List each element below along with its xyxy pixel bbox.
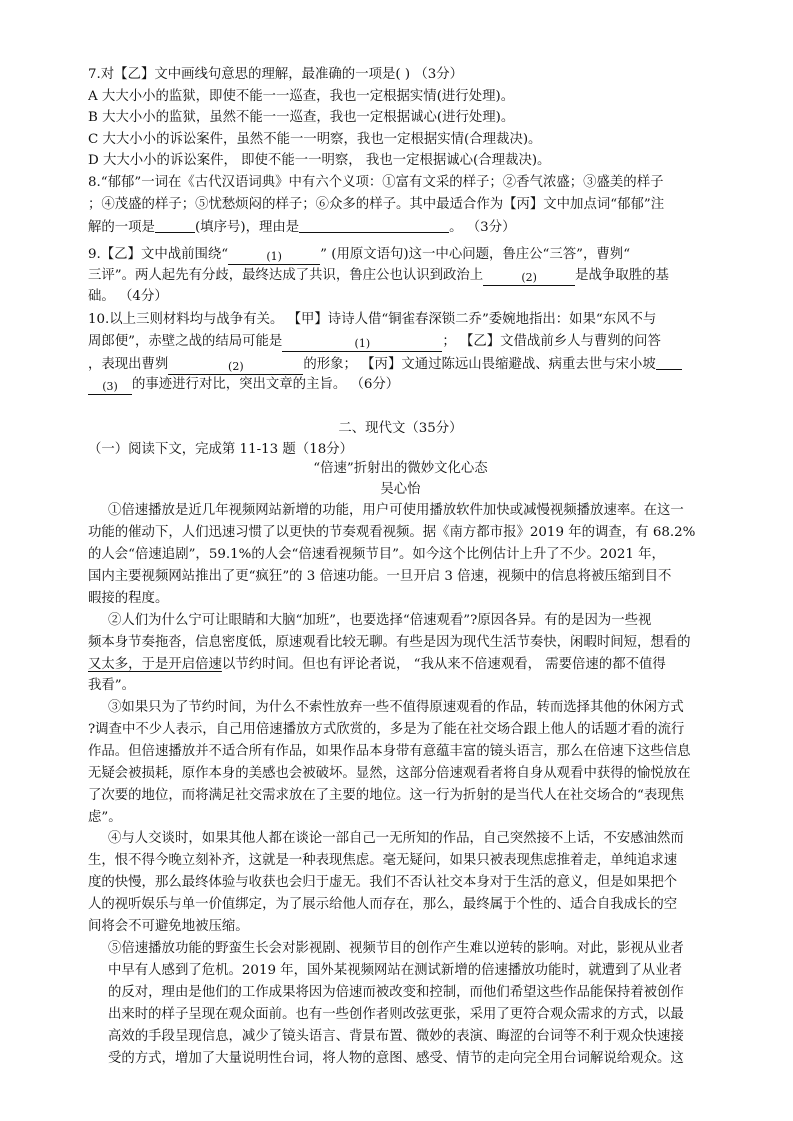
q10-line-3: ，表现出曹刿 (2) 的形象； 【丙】文通过陈远山畏缩避战、病重去世与宋小坡 [88,355,713,375]
q9-line-1: 9.【乙】文中战前围绕“ (1) ” (用原文语句)这一中心问题，鲁庄公“三答”，曹刿“ [88,247,631,263]
p5-line-5: 高效的手段呈现信息，减少了镜头语言、背景布置、微妙的表演、晦涩的台词等不利于观众快速接 [108,1029,684,1044]
p1-line-2: 功能的催动下，人们迅速习惯了以更快的节奏观看视频。据《南方都市报》2019 年的调查，有 68.2% [88,525,696,540]
q7-option-b: B 大大小小的监狱，虽然不能一一巡查，我也一定根据诚心(进行处理)。 [88,110,515,125]
section-subtitle: （一）阅读下文，完成第 11-13 题（18分） [88,442,354,457]
section-title: 二、现代文（35分） [338,421,463,436]
p1-line-4: 国内主要视频网站推出了更“疯狂”的 3 倍速功能。一旦开启 3 倍速，视频中的信息将被压缩到目不 [88,569,672,584]
article-author: 吴心怡 [380,482,421,497]
q9-blank-2: (2) [483,271,575,286]
q9-line-2: 三评”。两人起先有分歧，最终达成了共识，鲁庄公也认识到政治上 (2) 是战争取胜的基 [88,268,669,284]
q8-line-2: ；④茂盛的样子；⑤忧愁烦闷的样子；⑥众多的样子。其中最适合作为【丙】文中加点词“郁郁”注 [88,197,665,212]
underlined-sentence: 又太多，于是开启倍速 [88,657,222,672]
p3-line-5: 了次要的地位，而将满足社交需求放在了主要的地位。这一行为折射的是当代人在社交场合的“表现焦 [88,788,685,803]
q7-stem: 7.对【乙】文中画线句意思的理解，最准确的一项是( ) （3分） [88,67,464,82]
p1-line-5: 暇接的程度。 [88,591,169,606]
q7-option-a: A 大大小小的监狱，即使不能一一巡查，我也一定根据实情(进行处理)。 [88,89,515,104]
q10-blank-2: (2) [168,360,303,375]
p5-line-2: 中早有人感到了危机。2019 年，国外某视频网站在测试新增的倍速播放功能时，就遭到了从业者 [108,963,682,978]
q8-line-1: 8.“郁郁”一词在《古代汉语词典》中有六个义项：①富有文采的样子；②香气浓盛；③盛美的样子 [88,175,664,190]
p4-line-4: 人的视听娱乐与单一价值绑定，为了展示给他人而存在，那么，最终属于个性的、适合自我成长的空 [88,897,678,912]
p5-line-1: ⑤倍速播放功能的野蛮生长会对影视剧、视频节目的创作产生难以逆转的影响。对此，影视从业者 [108,941,684,956]
p2-line-2: 频本身节奏拖沓，信息密度低，原速观看比较无聊。有些是因为现代生活节奏快，闲暇时间短，想看的 [88,635,691,650]
p3-line-1: ③如果只为了节约时间，为什么不索性放弃一些不值得原速观看的作品，转而选择其他的休闲方式 [108,700,684,715]
p3-line-4: 无疑会被损耗，原作本身的美感也会被破坏。显然，这部分倍速观看者将自身从观看中获得的愉悦放在 [88,766,691,781]
p1-line-3: 的人会“倍速追剧”，59.1%的人会“倍速看视频节目”。如今这个比例估计上升了不少。2021 年， [88,547,665,562]
p2-line-1: ②人们为什么宁可让眼睛和大脑“加班”，也要选择“倍速观看”?原因各异。有的是因为一些视 [108,613,652,628]
q10-blank-3-start [656,355,682,370]
p3-line-3: 作品。但倍速播放并不适合所有作品，如果作品本身带有意蕴丰富的镜头语言，那么在倍速下这些信息 [88,744,691,759]
q7-option-c: C 大大小小的诉讼案件，虽然不能一一明察，我也一定根据实情(合理裁决)。 [88,132,542,147]
p5-line-6: 受的方式，增加了大量说明性台词，将人物的意图、感受、情节的走向完全用台词解说给观众。这 [108,1051,684,1066]
q9-blank-1: (1) [228,250,320,265]
article-title: “倍速”折射出的微妙文化心态 [313,461,488,476]
p2-line-4: 我看”。 [88,678,136,693]
p4-line-1: ④与人交谈时，如果其他人都在谈论一部自己一无所知的作品，自己突然接不上话，不安感油然而 [108,831,684,846]
q9-line-3: 础。 （4分） [88,289,168,304]
q10-blank-3: (3) [88,380,132,395]
p2-line-3: 又太多，于是开启倍速以节约时间。但也有评论者说， “我从来不倍速观看， 需要倍速的都不值得 [88,657,666,672]
q10-blank-1: (1) [282,337,442,352]
q10-line-1: 10.以上三则材料均与战争有关。 【甲】诗诗人借“铜雀春深锁二乔”委婉地指出：如果“东风不与 [88,312,657,327]
q7-option-d: D 大大小小的诉讼案件， 即使不能一一明察， 我也一定根据诚心(合理裁决)。 [88,153,551,168]
p4-line-3: 度的快慢，那么最终体验与收获也会归于虚无。我们不否认社交本身对于生活的意义，但是如果把个 [88,875,678,890]
p5-line-3: 的反对，理由是他们的工作成果将因为倍速而被改变和控制，而他们希望这些作品能保持着被创作 [108,985,684,1000]
p1-line-1: ①倍速播放是近几年视频网站新增的功能，用户可使用播放软件加快或减慢视频播放速率。在这一 [108,503,684,518]
p4-line-2: 生，恨不得今晚立刻补齐，这就是一种表现焦虑。毫无疑问，如果只被表现焦虑推着走，单纯追求速 [88,853,678,868]
q10-line-4: (3) 的事迹进行对比，突出文章的主旨。 （6分） [88,376,713,395]
q8-line-3: 解的一项是 (填序号)，理由是 。 （3分） [88,220,516,235]
p3-line-6: 虑”。 [88,810,122,825]
q8-blank-number [155,218,195,233]
p3-line-2: ?调查中不少人表示，自己用倍速播放方式欣赏的，多是为了能在社交场合跟上他人的话题才看的流行 [88,722,685,737]
q8-blank-reason [299,218,449,233]
p4-line-5: 间将会不可避免地被压缩。 [88,919,249,934]
p5-line-4: 出来时的样子呈现在观众面前。也有一些创作者则改弦更张，采用了更符合观众需求的方式，以最 [108,1007,684,1022]
q10-line-2: 周郎便”，赤壁之战的结局可能是 (1) ； 【乙】文借战前乡人与曹刿的问答 [88,334,661,350]
